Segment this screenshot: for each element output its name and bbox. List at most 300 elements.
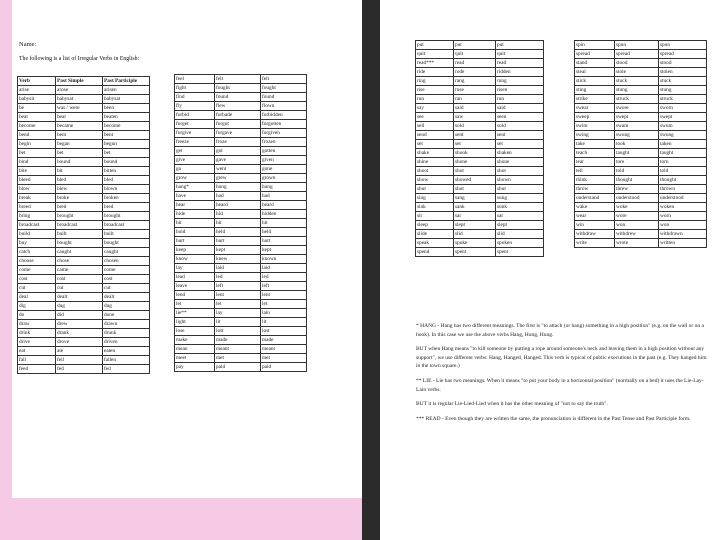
verb-cell: babysit — [18, 95, 56, 104]
table-row — [575, 95, 707, 104]
past-participle-cell: made — [261, 336, 307, 345]
table-row — [175, 345, 307, 354]
past-simple-cell: met — [215, 354, 261, 363]
verb-cell: win — [575, 221, 615, 230]
table-row — [575, 77, 707, 86]
past-simple-cell: let — [215, 300, 261, 309]
verb-cell: think — [575, 176, 615, 185]
name-label: Name: — [19, 41, 37, 48]
past-simple-cell: built — [56, 230, 103, 239]
table-row — [416, 50, 544, 59]
past-participle-cell: struck — [659, 95, 707, 104]
table-row — [416, 221, 544, 230]
verb-cell: swing — [575, 131, 615, 140]
verb-cell: sleep — [416, 221, 454, 230]
past-simple-cell: sang — [454, 194, 496, 203]
table-row — [575, 239, 707, 248]
past-participle-cell: thought — [659, 176, 707, 185]
table-row — [18, 140, 150, 149]
verb-cell: go — [175, 165, 215, 174]
verb-cell: do — [18, 311, 56, 320]
past-participle-cell: held — [261, 228, 307, 237]
verb-cell: steal — [575, 68, 615, 77]
past-participle-cell: grown — [261, 174, 307, 183]
verb-cell: keep — [175, 246, 215, 255]
past-simple-cell: blew — [56, 185, 103, 194]
verb-cell: dig — [18, 302, 56, 311]
table-row — [18, 248, 150, 257]
past-participle-cell: gotten — [261, 147, 307, 156]
table-row — [416, 248, 544, 257]
past-participle-cell: bent — [103, 131, 150, 140]
verb-cell: eat — [18, 347, 56, 356]
past-participle-cell: lain — [261, 309, 307, 318]
past-participle-cell: let — [261, 300, 307, 309]
past-participle-cell: built — [103, 230, 150, 239]
verb-cell: get — [175, 147, 215, 156]
table-row — [18, 230, 150, 239]
table-row — [175, 102, 307, 111]
past-simple-cell: drove — [56, 338, 103, 347]
note-hang-hanged: BUT when Hang means "to kill someone by putting a rope around someone's neck and leaving them in a high position without any support", we use different verbs: Hang, Hanged, Hanged. This verb is typical of public executions in the past (e.g. They hanged him in the town square.) — [416, 346, 707, 370]
note-lie-regular: BUT it is regular Lie-Lied-Lied when it has the other meaning of "not to say the truth". — [416, 401, 608, 408]
past-participle-cell: flown — [261, 102, 307, 111]
verb-cell: spread — [575, 50, 615, 59]
past-participle-cell: become — [103, 122, 150, 131]
past-simple-cell: sank — [454, 203, 496, 212]
past-simple-cell: struck — [615, 95, 659, 104]
past-participle-cell: spun — [659, 41, 707, 50]
table-row — [575, 194, 707, 203]
verb-cell: rise — [416, 86, 454, 95]
past-participle-cell: seen — [496, 113, 544, 122]
past-participle-cell: spread — [659, 50, 707, 59]
verb-cell: cost — [18, 275, 56, 284]
table-row — [175, 192, 307, 201]
past-participle-cell: bet — [103, 149, 150, 158]
past-simple-cell: became — [56, 122, 103, 131]
past-simple-cell: lost — [215, 327, 261, 336]
past-simple-cell: quit — [454, 50, 496, 59]
past-simple-cell: paid — [215, 363, 261, 372]
past-simple-cell: understood — [615, 194, 659, 203]
table-row — [18, 338, 150, 347]
table-row — [575, 86, 707, 95]
table-row — [575, 212, 707, 221]
past-simple-cell: ate — [56, 347, 103, 356]
past-simple-cell: held — [215, 228, 261, 237]
past-participle-cell: left — [261, 282, 307, 291]
past-participle-cell: rung — [496, 77, 544, 86]
past-simple-cell: taught — [615, 149, 659, 158]
verb-cell: choose — [18, 257, 56, 266]
past-participle-cell: shot — [496, 167, 544, 176]
past-participle-cell: broadcast — [103, 221, 150, 230]
verb-cell: become — [18, 122, 56, 131]
verb-cell: take — [575, 140, 615, 149]
verb-cell: feed — [18, 365, 56, 374]
table-row — [175, 354, 307, 363]
table-row — [416, 122, 544, 131]
verb-cell: stand — [575, 59, 615, 68]
table-row — [18, 203, 150, 212]
verb-cell: meet — [175, 354, 215, 363]
verb-table-2 — [174, 74, 307, 372]
table-row — [175, 309, 307, 318]
past-simple-cell: slid — [454, 230, 496, 239]
past-participle-cell: said — [496, 104, 544, 113]
past-participle-cell: quit — [496, 50, 544, 59]
table-row — [175, 174, 307, 183]
past-participle-cell: bred — [103, 203, 150, 212]
past-participle-cell: frozen — [261, 138, 307, 147]
past-simple-cell: lay — [215, 309, 261, 318]
table-row — [18, 185, 150, 194]
past-simple-cell: drank — [56, 329, 103, 338]
past-participle-cell: hidden — [261, 210, 307, 219]
past-participle-cell: worn — [659, 212, 707, 221]
table-row — [175, 210, 307, 219]
past-simple-cell: tore — [615, 158, 659, 167]
table-row — [175, 84, 307, 93]
past-simple-cell: brought — [56, 212, 103, 221]
past-simple-cell: told — [615, 167, 659, 176]
table-row — [575, 113, 707, 122]
table-row — [175, 183, 307, 192]
verb-cell: have — [175, 192, 215, 201]
table-row — [416, 41, 544, 50]
verb-cell: stick — [575, 77, 615, 86]
verb-cell: say — [416, 104, 454, 113]
verb-cell: sink — [416, 203, 454, 212]
table-row — [175, 336, 307, 345]
past-simple-cell: dug — [56, 302, 103, 311]
verb-cell: blow — [18, 185, 56, 194]
past-simple-cell: came — [56, 266, 103, 275]
table-row — [18, 329, 150, 338]
table-row — [18, 365, 150, 374]
past-participle-cell: stood — [659, 59, 707, 68]
verb-cell: spin — [575, 41, 615, 50]
table-row — [18, 320, 150, 329]
verb-cell: lie** — [175, 309, 215, 318]
past-participle-cell: been — [103, 104, 150, 113]
verb-cell: pay — [175, 363, 215, 372]
verb-cell: forgive — [175, 129, 215, 138]
table-row — [18, 86, 150, 95]
past-simple-cell: withdrew — [615, 230, 659, 239]
table-row — [175, 156, 307, 165]
past-simple-cell: shook — [454, 149, 496, 158]
table-row — [416, 86, 544, 95]
past-simple-cell: found — [215, 93, 261, 102]
table-row — [575, 41, 707, 50]
past-participle-cell: felt — [261, 75, 307, 84]
past-participle-cell: sung — [496, 194, 544, 203]
table-row — [18, 356, 150, 365]
past-participle-cell: come — [103, 266, 150, 275]
verb-cell: draw — [18, 320, 56, 329]
past-participle-cell: risen — [496, 86, 544, 95]
footnotes — [416, 322, 710, 429]
past-simple-cell: lit — [215, 318, 261, 327]
past-participle-cell: forgiven — [261, 129, 307, 138]
past-simple-cell: threw — [615, 185, 659, 194]
verb-cell: withdraw — [575, 230, 615, 239]
verb-table-3 — [415, 40, 544, 257]
past-simple-cell: swung — [615, 131, 659, 140]
intro-text: The following is a list of Irregular Verbs in English: — [19, 56, 140, 62]
past-simple-cell: woke — [615, 203, 659, 212]
verb-cell: lend — [175, 291, 215, 300]
past-simple-cell: made — [215, 336, 261, 345]
past-simple-cell: shot — [454, 167, 496, 176]
past-simple-cell: set — [454, 140, 496, 149]
verb-cell: find — [175, 93, 215, 102]
past-simple-cell: left — [215, 282, 261, 291]
past-participle-cell: meant — [261, 345, 307, 354]
verb-cell: sit — [416, 212, 454, 221]
past-simple-cell: bit — [56, 167, 103, 176]
verb-cell: quit — [416, 50, 454, 59]
past-participle-cell: eaten — [103, 347, 150, 356]
verb-cell: write — [575, 239, 615, 248]
verb-table-4 — [574, 40, 707, 248]
past-participle-cell: cost — [103, 275, 150, 284]
table-row — [416, 131, 544, 140]
table-row — [575, 122, 707, 131]
past-simple-cell: had — [215, 192, 261, 201]
past-participle-cell: forbidden — [261, 111, 307, 120]
verb-cell: bleed — [18, 176, 56, 185]
table-row — [175, 201, 307, 210]
past-simple-cell: chose — [56, 257, 103, 266]
table-row — [175, 138, 307, 147]
past-simple-cell: saw — [454, 113, 496, 122]
table-row — [175, 363, 307, 372]
verb-cell: lose — [175, 327, 215, 336]
past-simple-cell: fell — [56, 356, 103, 365]
past-participle-cell: withdrawn — [659, 230, 707, 239]
table-row — [18, 104, 150, 113]
past-simple-cell: forbade — [215, 111, 261, 120]
verb-cell: ride — [416, 68, 454, 77]
table-row — [575, 50, 707, 59]
past-participle-cell: brought — [103, 212, 150, 221]
table-row — [416, 95, 544, 104]
past-simple-cell: shut — [454, 185, 496, 194]
verb-cell: tear — [575, 158, 615, 167]
past-simple-cell: was / were — [56, 104, 103, 113]
past-participle-cell: had — [261, 192, 307, 201]
verb-cell: feel — [175, 75, 215, 84]
table-row — [175, 75, 307, 84]
verb-cell: freeze — [175, 138, 215, 147]
past-participle-cell: driven — [103, 338, 150, 347]
past-simple-cell: spun — [615, 41, 659, 50]
past-simple-cell: babysat — [56, 95, 103, 104]
table-row — [175, 165, 307, 174]
verb-cell: sing — [416, 194, 454, 203]
past-participle-cell: taught — [659, 149, 707, 158]
table-row — [416, 203, 544, 212]
verb-cell: see — [416, 113, 454, 122]
table-row — [575, 221, 707, 230]
table-row — [175, 228, 307, 237]
verb-cell: light — [175, 318, 215, 327]
past-participle-cell: laid — [261, 264, 307, 273]
past-participle-cell: shown — [496, 176, 544, 185]
past-simple-cell: got — [215, 147, 261, 156]
verb-cell: run — [416, 95, 454, 104]
verb-cell: drive — [18, 338, 56, 347]
table-row — [575, 140, 707, 149]
past-simple-cell: cut — [56, 284, 103, 293]
verb-cell: swim — [575, 122, 615, 131]
table-row — [575, 68, 707, 77]
table-row — [18, 122, 150, 131]
past-participle-cell: met — [261, 354, 307, 363]
past-participle-cell: heard — [261, 201, 307, 210]
past-simple-cell: did — [56, 311, 103, 320]
table-row — [18, 347, 150, 356]
verb-cell: wake — [575, 203, 615, 212]
past-simple-cell: bought — [56, 239, 103, 248]
past-participle-cell: sold — [496, 122, 544, 131]
past-simple-cell: forgave — [215, 129, 261, 138]
past-participle-cell: understood — [659, 194, 707, 203]
past-simple-cell: read — [454, 59, 496, 68]
header-past-participle: Past Participle — [103, 77, 150, 86]
verb-cell: sell — [416, 122, 454, 131]
table-row — [575, 167, 707, 176]
past-participle-cell: sat — [496, 212, 544, 221]
past-simple-cell: bent — [56, 131, 103, 140]
past-participle-cell: shaken — [496, 149, 544, 158]
past-simple-cell: led — [215, 273, 261, 282]
table-row — [175, 300, 307, 309]
past-simple-cell: bred — [56, 203, 103, 212]
past-participle-cell: lent — [261, 291, 307, 300]
table-row — [416, 68, 544, 77]
past-simple-cell: dealt — [56, 293, 103, 302]
past-participle-cell: dug — [103, 302, 150, 311]
table-row — [18, 239, 150, 248]
past-simple-cell: ran — [454, 95, 496, 104]
past-simple-cell: kept — [215, 246, 261, 255]
table-row — [575, 158, 707, 167]
past-participle-cell: set — [496, 140, 544, 149]
verb-cell: slide — [416, 230, 454, 239]
table-row — [18, 311, 150, 320]
table-row — [575, 149, 707, 158]
verb-cell: lead — [175, 273, 215, 282]
verb-cell: bind — [18, 158, 56, 167]
past-simple-cell: grew — [215, 174, 261, 183]
table-row — [18, 194, 150, 203]
past-simple-cell: hid — [215, 210, 261, 219]
verb-cell: begin — [18, 140, 56, 149]
past-simple-cell: hung — [215, 183, 261, 192]
past-participle-cell: torn — [659, 158, 707, 167]
table-row — [416, 185, 544, 194]
past-simple-cell: stung — [615, 86, 659, 95]
past-participle-cell: forgotten — [261, 120, 307, 129]
verb-cell: send — [416, 131, 454, 140]
table-row — [575, 203, 707, 212]
table-row — [175, 120, 307, 129]
verb-cell: hear — [175, 201, 215, 210]
verb-cell: buy — [18, 239, 56, 248]
table-row — [175, 219, 307, 228]
verb-cell: teach — [575, 149, 615, 158]
table-row — [175, 318, 307, 327]
table-row — [575, 131, 707, 140]
table-row — [175, 93, 307, 102]
table-row — [175, 264, 307, 273]
past-participle-cell: thrown — [659, 185, 707, 194]
past-simple-cell: thought — [615, 176, 659, 185]
verb-cell: bend — [18, 131, 56, 140]
verb-cell: hang* — [175, 183, 215, 192]
past-simple-cell: stole — [615, 68, 659, 77]
past-participle-cell: hung — [261, 183, 307, 192]
past-simple-cell: sold — [454, 122, 496, 131]
table-row — [175, 129, 307, 138]
table-row — [175, 237, 307, 246]
verb-cell: leave — [175, 282, 215, 291]
table-row — [18, 302, 150, 311]
past-simple-cell: swam — [615, 122, 659, 131]
past-participle-cell: gone — [261, 165, 307, 174]
verb-cell: break — [18, 194, 56, 203]
verb-cell: mean — [175, 345, 215, 354]
past-simple-cell: rang — [454, 77, 496, 86]
table-row — [175, 327, 307, 336]
past-simple-cell: rose — [454, 86, 496, 95]
past-participle-cell: bitten — [103, 167, 150, 176]
past-simple-cell: bound — [56, 158, 103, 167]
verb-cell: beat — [18, 113, 56, 122]
past-participle-cell: slept — [496, 221, 544, 230]
past-simple-cell: swore — [615, 104, 659, 113]
past-participle-cell: shut — [496, 185, 544, 194]
past-participle-cell: written — [659, 239, 707, 248]
table-row — [416, 149, 544, 158]
past-simple-cell: wore — [615, 212, 659, 221]
past-simple-cell: fed — [56, 365, 103, 374]
table-row — [416, 212, 544, 221]
past-simple-cell: fought — [215, 84, 261, 93]
past-participle-cell: told — [659, 167, 707, 176]
table-row — [175, 255, 307, 264]
page-gutter — [362, 0, 380, 540]
past-simple-cell: took — [615, 140, 659, 149]
table-row — [18, 212, 150, 221]
past-participle-cell: led — [261, 273, 307, 282]
table-row — [18, 176, 150, 185]
table-row — [416, 104, 544, 113]
past-simple-cell: sent — [454, 131, 496, 140]
verb-cell: understand — [575, 194, 615, 203]
past-participle-cell: drawn — [103, 320, 150, 329]
past-simple-cell: felt — [215, 75, 261, 84]
past-simple-cell: shone — [454, 158, 496, 167]
verb-cell: wear — [575, 212, 615, 221]
verb-cell: catch — [18, 248, 56, 257]
verb-cell: hurt — [175, 237, 215, 246]
verb-cell: shake — [416, 149, 454, 158]
